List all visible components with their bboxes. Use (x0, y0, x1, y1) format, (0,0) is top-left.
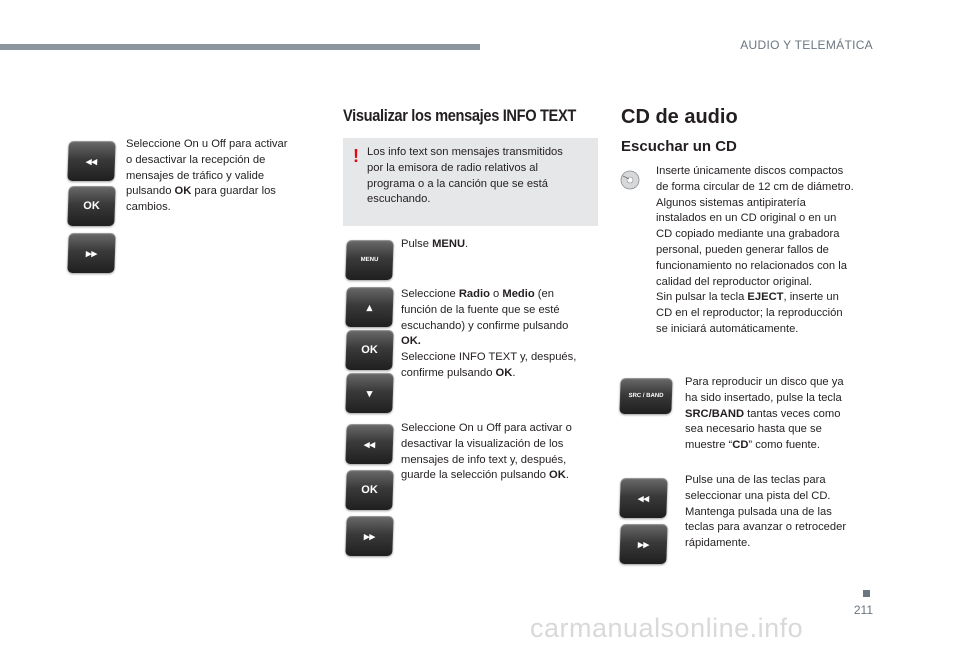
text-line: función de la fuente que se esté (401, 303, 560, 316)
text-line: teclas para avanzar o retroceder (685, 521, 847, 534)
text-line: Seleccione On u Off para activar o (401, 422, 572, 434)
bold-text: OK. (401, 335, 421, 348)
text-line (401, 366, 601, 382)
page-marker (863, 590, 870, 597)
forward-key: ▸▸ (619, 524, 667, 564)
track-select-info (685, 473, 875, 552)
text-line (401, 334, 601, 350)
text-span: pulsando (126, 185, 175, 198)
text-line: Inserte únicamente discos compactos (656, 165, 844, 177)
text-line: de forma circular de 12 cm de diámetro. (656, 180, 854, 193)
text-span: . (565, 469, 569, 482)
text-line (401, 287, 601, 303)
step-info-text-toggle (401, 421, 601, 484)
text-line: escuchando) y confirme pulsando (401, 319, 569, 332)
cd-icon (620, 170, 640, 190)
text-span: (en (534, 288, 554, 300)
text-span: . (465, 238, 469, 250)
bold-text: OK (174, 185, 192, 198)
text-line: sea necesario hasta que se (685, 423, 822, 436)
text-line: personal, pueden generar fallos de (656, 243, 829, 256)
text-span: Seleccione (401, 288, 459, 300)
cd-subheading: Escuchar un CD (621, 138, 737, 155)
info-text-heading: Visualizar los mensajes INFO TEXT (343, 106, 576, 125)
text-span: , inserte un (783, 291, 839, 304)
text-line: o desactivar la recepción de (126, 153, 266, 166)
text-line: Mantenga pulsada una de las (685, 505, 832, 518)
down-key: ▾ (345, 373, 393, 413)
text-span: o (489, 288, 503, 300)
forward-key: ▸▸ (67, 233, 115, 273)
text-line: desactivar la visualización de los (401, 437, 564, 450)
up-key: ▴ (345, 287, 393, 327)
text-line: funcionamiento no relacionados con la (656, 259, 847, 272)
text-line: por la emisora de radio relativos al (367, 161, 539, 174)
text-span: para guardar los (191, 185, 276, 198)
text-line: Pulse una de las teclas para (685, 474, 826, 486)
text-line: Para reproducir un disco que ya (685, 376, 844, 388)
step-menu (401, 237, 468, 253)
ok-key: OK (345, 330, 393, 370)
text-span: Sin pulsar la tecla (656, 291, 748, 304)
rewind-key: ◂◂ (619, 478, 667, 518)
page-number: 211 (853, 603, 873, 617)
forward-key: ▸▸ (345, 516, 393, 556)
src-band-info (685, 375, 875, 454)
text-span: guarde la selección pulsando (401, 469, 550, 482)
note-text (367, 145, 592, 208)
text-line: mensajes de info text y, después, (401, 453, 567, 466)
text-line: escuchando. (367, 193, 431, 206)
text-span: ” como fuente. (748, 439, 820, 452)
bold-text: MENU (432, 238, 466, 250)
text-line: Seleccione INFO TEXT y, después, (401, 351, 577, 364)
menu-key: MENU (345, 240, 393, 280)
text-line (685, 438, 875, 454)
src-band-key: SRC / BAND (619, 378, 672, 414)
section-title: AUDIO Y TELEMÁTICA (740, 38, 873, 52)
text-span: . (512, 366, 516, 379)
text-line: ha sido insertado, pulse la tecla (685, 391, 842, 404)
text-line: programa o a la canción que se está (367, 177, 548, 190)
text-line: mensajes de tráfico y valide (126, 169, 265, 182)
text-span: tantas veces como (744, 407, 841, 420)
text-line: rápidamente. (685, 537, 751, 550)
text-line: instalados en un CD original o en un (656, 212, 837, 225)
text-line (126, 184, 326, 200)
bold-text: OK (495, 366, 513, 379)
text-line: CD copiado mediante una grabadora (656, 228, 840, 241)
warning-icon: ! (353, 146, 359, 166)
text-line: calidad del reproductor original. (656, 275, 813, 288)
traffic-instructions (126, 137, 326, 216)
text-line: Los info text son mensajes transmitidos (367, 146, 563, 158)
text-line: CD en el reproductor; la reproducción (656, 307, 843, 320)
bold-text: Medio (502, 288, 535, 300)
rewind-key: ◂◂ (345, 424, 393, 464)
ok-key: OK (67, 186, 115, 226)
bold-text: Radio (458, 288, 490, 300)
header-bar (0, 44, 480, 50)
text-span: confirme pulsando (401, 366, 496, 379)
cd-insert-info (656, 164, 876, 338)
bold-text: OK (549, 469, 566, 482)
text-line: seleccionar una pista del CD. (685, 489, 831, 502)
text-span: muestre “ (685, 439, 733, 452)
rewind-key: ◂◂ (67, 141, 115, 181)
text-line: cambios. (126, 201, 171, 214)
text-line (656, 290, 876, 306)
ok-key: OK (345, 470, 393, 510)
text-span: Pulse (401, 238, 433, 250)
bold-text: EJECT (747, 291, 784, 304)
cd-heading: CD de audio (621, 106, 738, 128)
watermark: carmanualsonline.info (530, 613, 804, 643)
text-line: se iniciará automáticamente. (656, 322, 799, 335)
text-line (401, 468, 601, 484)
text-line: Algunos sistemas antipiratería (656, 196, 806, 209)
text-line (685, 407, 875, 423)
bold-text: SRC/BAND (685, 407, 745, 420)
step-select-source (401, 287, 601, 382)
bold-text: CD (732, 439, 749, 452)
text-line: Seleccione On u Off para activar (126, 138, 288, 150)
